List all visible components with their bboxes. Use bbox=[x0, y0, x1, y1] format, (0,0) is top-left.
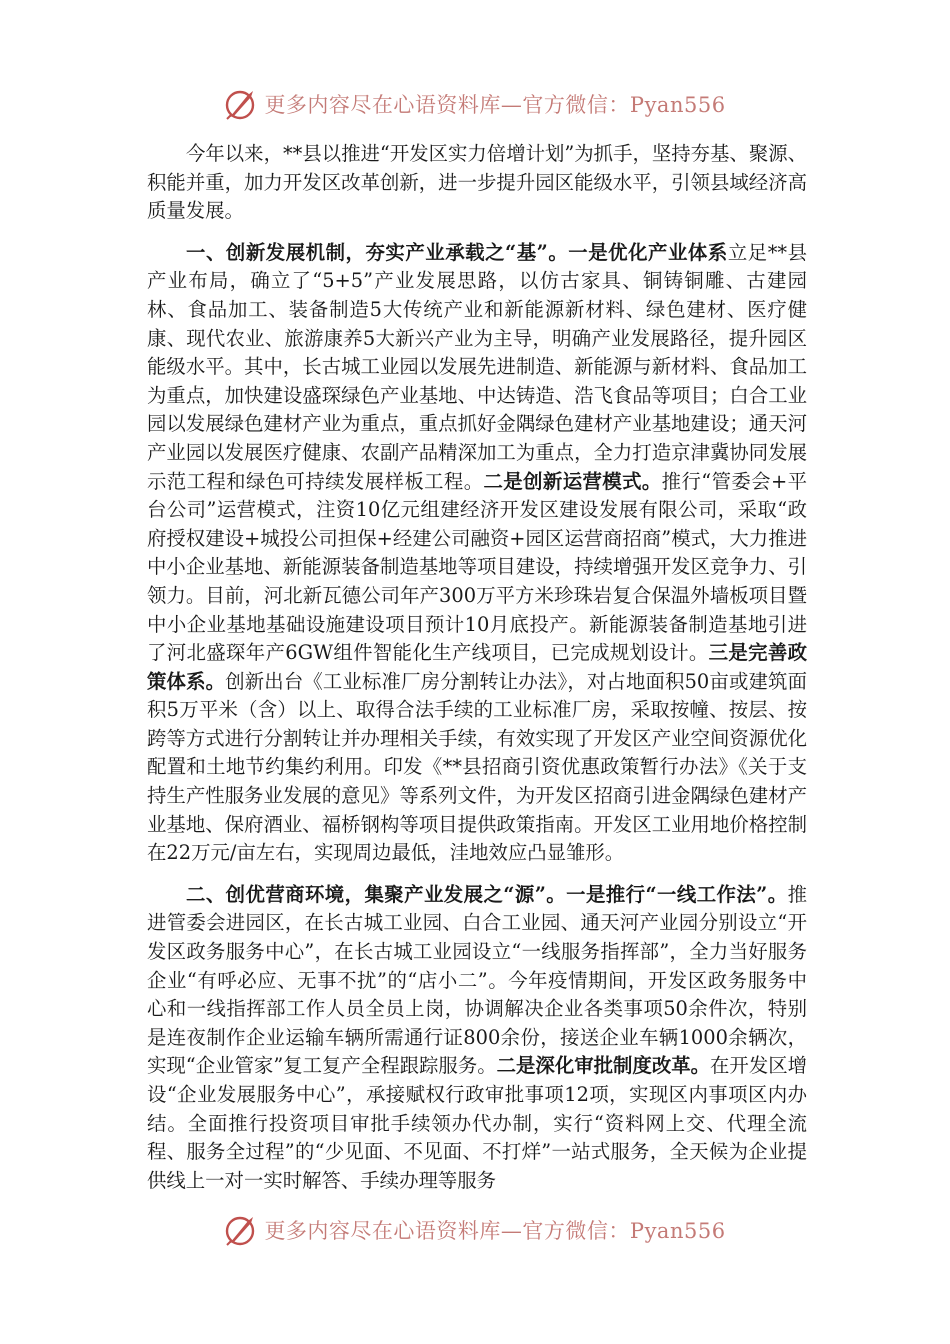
section2-point2-label: 二是深化审批制度改革。 bbox=[496, 1054, 711, 1078]
section1-heading: 一、创新发展机制，夯实产业承载之“基”。 bbox=[186, 240, 569, 264]
section2-heading: 二、创优营商环境，集聚产业发展之“源”。 bbox=[186, 882, 567, 906]
footer-watermark-banner bbox=[0, 1210, 950, 1250]
section2-point1-text: 推进管委会进园区，在长古城工业园、白合工业园、通天河产业园分别设立“开发区政务服务中心”，在长古城工业园设立“一线服务指挥部”，全力当好服务企业“有呼必应、无事不扰”的“店小二”。今年疫情期间，开发区政务服务中心和一线指挥部工作人员全员上岗，协调解决企业各类事项50余件次，特别是连夜制作企业运输车辆所需通行证800余份，接送企业车辆1000余辆次，实现“企业管家”复工复产全程跟踪服务。 bbox=[147, 882, 807, 1078]
header-watermark-banner bbox=[0, 84, 950, 124]
section1-point2-label: 二是创新运营模式。 bbox=[483, 469, 662, 493]
watermark-text: 更多内容尽在心语资料库—官方微信：Pyan556 bbox=[264, 1219, 726, 1243]
pen-logo-icon bbox=[224, 1213, 258, 1247]
section1-point3-text: 创新出台《工业标准厂房分割转让办法》，对占地面积50亩或建筑面积5万平米（含）以上、取得合法手续的工业标准厂房，采取按幢、按层、按跨等方式进行分割转让并办理相关手续，有效实现了开发区产业空间资源优化配置和土地节约集约利用。印发《**县招商引资优惠政策暂行办法》《关于支持生产性服务业发展的意见》等系列文件，为开发区招商引进金隅绿色建材产业基地、保府酒业、福桥钢构等项目提供政策指南。开发区工业用地价格控制在22万元/亩左右，实现周边最低，洼地效应凸显雏形。 bbox=[147, 669, 807, 865]
section2-point1-label: 一是推行“一线工作法”。 bbox=[566, 882, 788, 906]
section1-point1-text: 立足**县产业布局，确立了“5+5”产业发展思路，以仿古家具、铜铸铜雕、古建园林、食品加工、装备制造5大传统产业和新能源新材料、绿色建材、医疗健康、现代农业、旅游康养5大新兴产业为主导，明确产业发展路径，提升园区能级水平。其中，长古城工业园以发展先进制造、新能源与新材料、食品加工为重点，加快建设盛琛绿色产业基地、中达铸造、浩飞食品等项目；白合工业园以发展绿色建材产业为重点，重点抓好金隅绿色建材产业基地建设；通天河产业园以发展医疗健康、农副产品精深加工为重点，全力打造京津冀协同发展示范工程和绿色可持续发展样板工程。 bbox=[147, 240, 808, 493]
intro-paragraph: 今年以来，**县以推进“开发区实力倍增计划”为抓手，坚持夯基、聚源、积能并重，加力开发区改革创新，进一步提升园区能级水平，引领县域经济高质量发展。 bbox=[147, 142, 807, 223]
document-body bbox=[147, 140, 807, 1208]
watermark-text: 更多内容尽在心语资料库—官方微信：Pyan556 bbox=[264, 93, 726, 117]
section2-paragraph bbox=[147, 881, 807, 1196]
section1-point1-label: 一是优化产业体系 bbox=[568, 240, 728, 264]
section1-point2-text: 推行“管委会+平台公司”运营模式，注资10亿元组建经济开发区建设发展有限公司，采取“政府授权建设+城投公司担保+经建公司融资+园区运营商招商”模式，大力推进中小企业基地、新能源装备制造基地等项目建设，持续增强开发区竞争力、引领力。目前，河北新瓦德公司年产300万平方米珍珠岩复合保温外墙板项目暨中小企业基地基础设施建设项目预计10月底投产。新能源装备制造基地引进了河北盛琛年产6GW组件智能化生产线项目，已完成规划设计。 bbox=[147, 469, 808, 665]
section1-paragraph bbox=[147, 239, 807, 868]
section1-point3-label: 三是完善政策体系。 bbox=[147, 641, 807, 693]
pen-logo-icon bbox=[224, 87, 258, 121]
section2-point2-text: 在开发区增设“企业发展服务中心”，承接赋权行政审批事项12项，实现区内事项区内办结。全面推行投资项目审批手续领办代办制，实行“资料网上交、代理全流程、服务全过程”的“少见面、不见面、不打烊”一站式服务，全天候为企业提供线上一对一实时解答、手续办理等服务 bbox=[147, 1054, 808, 1192]
